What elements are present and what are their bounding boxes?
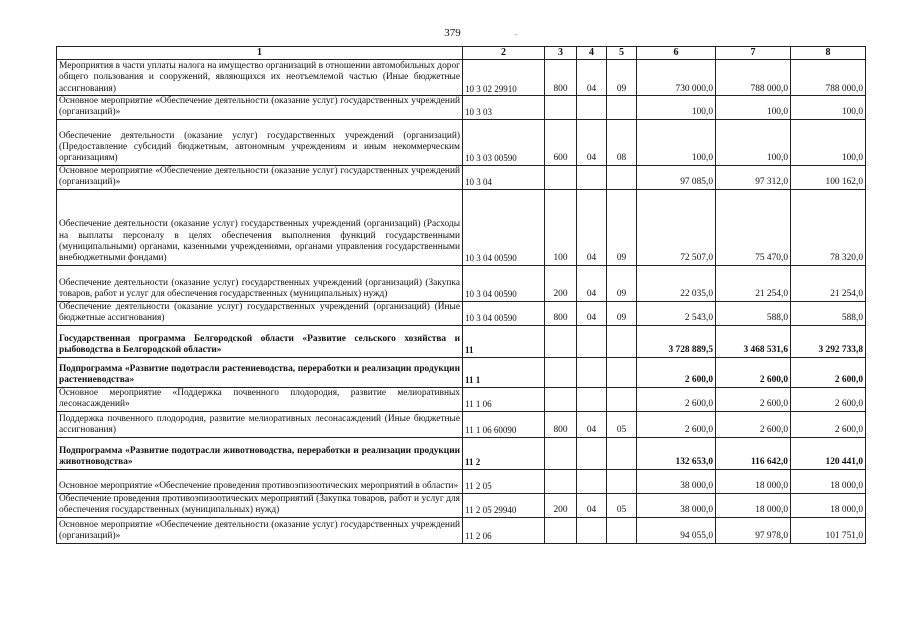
row-amount-col8-cell: 120 441,0 xyxy=(791,437,866,469)
row-subsection-cell xyxy=(607,387,637,411)
row-amount-col8-cell: 788 000,0 xyxy=(791,60,866,96)
row-amount-col6-cell: 2 600,0 xyxy=(637,411,716,437)
row-section-cell: 04 xyxy=(577,493,607,517)
page-number: 379 xyxy=(444,27,461,39)
row-amount-col6-cell: 730 000,0 xyxy=(637,60,716,96)
row-amount-col8-cell: 78 320,0 xyxy=(791,189,866,265)
row-expense-type-cell xyxy=(545,96,577,120)
row-amount-col7-cell: 18 000,0 xyxy=(716,469,791,493)
row-subsection-cell: 08 xyxy=(607,119,637,165)
row-amount-col6-cell: 97 085,0 xyxy=(637,165,716,189)
row-code-cell: 10 3 04 00590 xyxy=(463,301,545,325)
table-row xyxy=(57,119,866,165)
row-subsection-cell xyxy=(607,357,637,387)
table-row xyxy=(57,96,866,120)
row-amount-col6-cell: 22 035,0 xyxy=(637,265,716,301)
row-name-cell: Государственная программа Белгородской области «Развитие сельского хозяйства и рыбоводства в Белгородской области» xyxy=(57,325,463,357)
row-code-cell: 11 2 06 xyxy=(463,517,545,543)
column-header-1: 1 xyxy=(57,47,463,60)
table-row xyxy=(57,517,866,543)
row-name-cell: Поддержка почвенного плодородия, развитие мелиоративных лесонасаждений (Иные бюджетные ассигнования) xyxy=(57,411,463,437)
row-amount-col7-cell: 2 600,0 xyxy=(716,357,791,387)
row-amount-col6-cell: 38 000,0 xyxy=(637,469,716,493)
row-subsection-cell xyxy=(607,325,637,357)
row-section-cell: 04 xyxy=(577,265,607,301)
row-code-cell: 11 2 xyxy=(463,437,545,469)
row-amount-col7-cell: 788 000,0 xyxy=(716,60,791,96)
row-amount-col6-cell: 2 543,0 xyxy=(637,301,716,325)
row-section-cell xyxy=(577,437,607,469)
column-header-8: 8 xyxy=(791,47,866,60)
row-amount-col8-cell: 101 751,0 xyxy=(791,517,866,543)
row-amount-col8-cell: 18 000,0 xyxy=(791,493,866,517)
row-name-cell: Обеспечение деятельности (оказание услуг) государственных учреждений (организаций) (Расходы на выплаты персоналу в целях обеспечения выполнения функций государственными (муниципальными) органами, казенными учреждениями, органами управления государственными внебюджетными фондами) xyxy=(57,189,463,265)
table-row xyxy=(57,387,866,411)
row-name-cell: Подпрограмма «Развитие подотрасли животноводства, переработки и реализации продукции животноводства» xyxy=(57,437,463,469)
row-name-cell: Основное мероприятие «Обеспечение деятельности (оказание услуг) государственных учреждений (организаций)» xyxy=(57,96,463,120)
row-name-cell: Обеспечение деятельности (оказание услуг) государственных учреждений (организаций) (Иные бюджетные ассигнования) xyxy=(57,301,463,325)
table-row xyxy=(57,325,866,357)
table-row xyxy=(57,301,866,325)
column-header-6: 6 xyxy=(637,47,716,60)
table-row xyxy=(57,265,866,301)
table-row xyxy=(57,437,866,469)
row-name-cell: Основное мероприятие «Обеспечение проведения противоэпизоотических мероприятий в области» xyxy=(57,469,463,493)
row-amount-col6-cell: 2 600,0 xyxy=(637,357,716,387)
row-subsection-cell xyxy=(607,517,637,543)
row-amount-col7-cell: 97 978,0 xyxy=(716,517,791,543)
table-row xyxy=(57,357,866,387)
row-section-cell: 04 xyxy=(577,189,607,265)
row-name-cell: Основное мероприятие «Поддержка почвенного плодородия, развитие мелиоративных лесонасаждений» xyxy=(57,387,463,411)
table-body xyxy=(57,60,866,544)
row-name-cell: Обеспечение деятельности (оказание услуг) государственных учреждений (организаций) (Закупка товаров, работ и услуг для обеспечения государственных (муниципальных) нужд) xyxy=(57,265,463,301)
row-expense-type-cell: 800 xyxy=(545,411,577,437)
row-amount-col8-cell: 100 162,0 xyxy=(791,165,866,189)
row-section-cell: 04 xyxy=(577,301,607,325)
row-section-cell xyxy=(577,325,607,357)
row-name-cell: Основное мероприятие «Обеспечение деятельности (оказание услуг) государственных учреждений (организаций)» xyxy=(57,165,463,189)
row-expense-type-cell xyxy=(545,325,577,357)
row-code-cell: 11 xyxy=(463,325,545,357)
row-name-cell: Обеспечение проведения противоэпизоотических мероприятий (Закупка товаров, работ и услуг для обеспечения государственных (муниципальных) нужд) xyxy=(57,493,463,517)
row-amount-col8-cell: 2 600,0 xyxy=(791,387,866,411)
row-amount-col8-cell: 21 254,0 xyxy=(791,265,866,301)
row-expense-type-cell: 100 xyxy=(545,189,577,265)
column-header-5: 5 xyxy=(607,47,637,60)
row-expense-type-cell xyxy=(545,437,577,469)
row-amount-col8-cell: 3 292 733,8 xyxy=(791,325,866,357)
row-amount-col7-cell: 97 312,0 xyxy=(716,165,791,189)
row-subsection-cell: 09 xyxy=(607,265,637,301)
row-amount-col7-cell: 75 470,0 xyxy=(716,189,791,265)
row-amount-col6-cell: 132 653,0 xyxy=(637,437,716,469)
row-subsection-cell xyxy=(607,469,637,493)
row-section-cell xyxy=(577,387,607,411)
row-amount-col8-cell: 100,0 xyxy=(791,96,866,120)
row-section-cell xyxy=(577,165,607,189)
row-amount-col6-cell: 3 728 889,5 xyxy=(637,325,716,357)
row-amount-col8-cell: 588,0 xyxy=(791,301,866,325)
table-row xyxy=(57,165,866,189)
row-amount-col7-cell: 2 600,0 xyxy=(716,387,791,411)
row-amount-col6-cell: 100,0 xyxy=(637,119,716,165)
row-subsection-cell: 05 xyxy=(607,411,637,437)
row-code-cell: 11 2 05 xyxy=(463,469,545,493)
row-subsection-cell: 09 xyxy=(607,301,637,325)
row-code-cell: 10 3 03 xyxy=(463,96,545,120)
row-amount-col7-cell: 18 000,0 xyxy=(716,493,791,517)
row-code-cell: 10 3 02 29910 xyxy=(463,60,545,96)
row-code-cell: 11 1 06 xyxy=(463,387,545,411)
row-code-cell: 10 3 04 xyxy=(463,165,545,189)
row-amount-col8-cell: 2 600,0 xyxy=(791,357,866,387)
row-name-cell: Обеспечение деятельности (оказание услуг) государственных учреждений (организаций) (Предоставление субсидий бюджетным, автономным учреждениям и иным некоммерческим организациям) xyxy=(57,119,463,165)
column-header-2: 2 xyxy=(463,47,545,60)
table-row xyxy=(57,189,866,265)
row-amount-col6-cell: 100,0 xyxy=(637,96,716,120)
row-amount-col7-cell: 3 468 531,6 xyxy=(716,325,791,357)
row-code-cell: 11 1 xyxy=(463,357,545,387)
row-code-cell: 11 1 06 60090 xyxy=(463,411,545,437)
row-section-cell: 04 xyxy=(577,411,607,437)
row-amount-col8-cell: 18 000,0 xyxy=(791,469,866,493)
row-section-cell: 04 xyxy=(577,60,607,96)
row-amount-col6-cell: 72 507,0 xyxy=(637,189,716,265)
row-code-cell: 10 3 03 00590 xyxy=(463,119,545,165)
row-amount-col7-cell: 2 600,0 xyxy=(716,411,791,437)
row-amount-col6-cell: 94 055,0 xyxy=(637,517,716,543)
table-row xyxy=(57,411,866,437)
row-expense-type-cell xyxy=(545,469,577,493)
row-section-cell xyxy=(577,357,607,387)
row-expense-type-cell xyxy=(545,165,577,189)
row-expense-type-cell xyxy=(545,357,577,387)
row-amount-col7-cell: 100,0 xyxy=(716,119,791,165)
row-subsection-cell: 09 xyxy=(607,60,637,96)
row-section-cell xyxy=(577,469,607,493)
column-header-4: 4 xyxy=(577,47,607,60)
scan-mark: - xyxy=(515,30,518,39)
row-name-cell: Основное мероприятие «Обеспечение деятельности (оказание услуг) государственных учреждений (организаций)» xyxy=(57,517,463,543)
row-subsection-cell xyxy=(607,165,637,189)
table-header-row xyxy=(57,47,866,60)
row-amount-col6-cell: 38 000,0 xyxy=(637,493,716,517)
row-expense-type-cell xyxy=(545,387,577,411)
row-subsection-cell: 09 xyxy=(607,189,637,265)
row-subsection-cell: 05 xyxy=(607,493,637,517)
row-amount-col7-cell: 116 642,0 xyxy=(716,437,791,469)
row-subsection-cell xyxy=(607,96,637,120)
budget-table xyxy=(56,46,866,544)
row-expense-type-cell: 200 xyxy=(545,265,577,301)
table-row xyxy=(57,60,866,96)
table-row xyxy=(57,469,866,493)
row-code-cell: 10 3 04 00590 xyxy=(463,265,545,301)
row-subsection-cell xyxy=(607,437,637,469)
row-expense-type-cell: 800 xyxy=(545,60,577,96)
row-amount-col7-cell: 100,0 xyxy=(716,96,791,120)
row-section-cell xyxy=(577,517,607,543)
row-amount-col6-cell: 2 600,0 xyxy=(637,387,716,411)
row-section-cell xyxy=(577,96,607,120)
row-amount-col8-cell: 100,0 xyxy=(791,119,866,165)
row-name-cell: Подпрограмма «Развитие подотрасли растениеводства, переработки и реализации продукции растениеводства» xyxy=(57,357,463,387)
column-header-3: 3 xyxy=(545,47,577,60)
row-expense-type-cell: 200 xyxy=(545,493,577,517)
row-code-cell: 11 2 05 29940 xyxy=(463,493,545,517)
table-row xyxy=(57,493,866,517)
row-section-cell: 04 xyxy=(577,119,607,165)
row-expense-type-cell: 800 xyxy=(545,301,577,325)
row-name-cell: Мероприятия в части уплаты налога на имущество организаций в отношении автомобильных дорог общего пользования и сооружений, являющихся их неотъемлемой частью (Иные бюджетные ассигнования) xyxy=(57,60,463,96)
row-expense-type-cell xyxy=(545,517,577,543)
column-header-7: 7 xyxy=(716,47,791,60)
row-amount-col8-cell: 2 600,0 xyxy=(791,411,866,437)
row-expense-type-cell: 600 xyxy=(545,119,577,165)
row-amount-col7-cell: 21 254,0 xyxy=(716,265,791,301)
row-code-cell: 10 3 04 00590 xyxy=(463,189,545,265)
row-amount-col7-cell: 588,0 xyxy=(716,301,791,325)
